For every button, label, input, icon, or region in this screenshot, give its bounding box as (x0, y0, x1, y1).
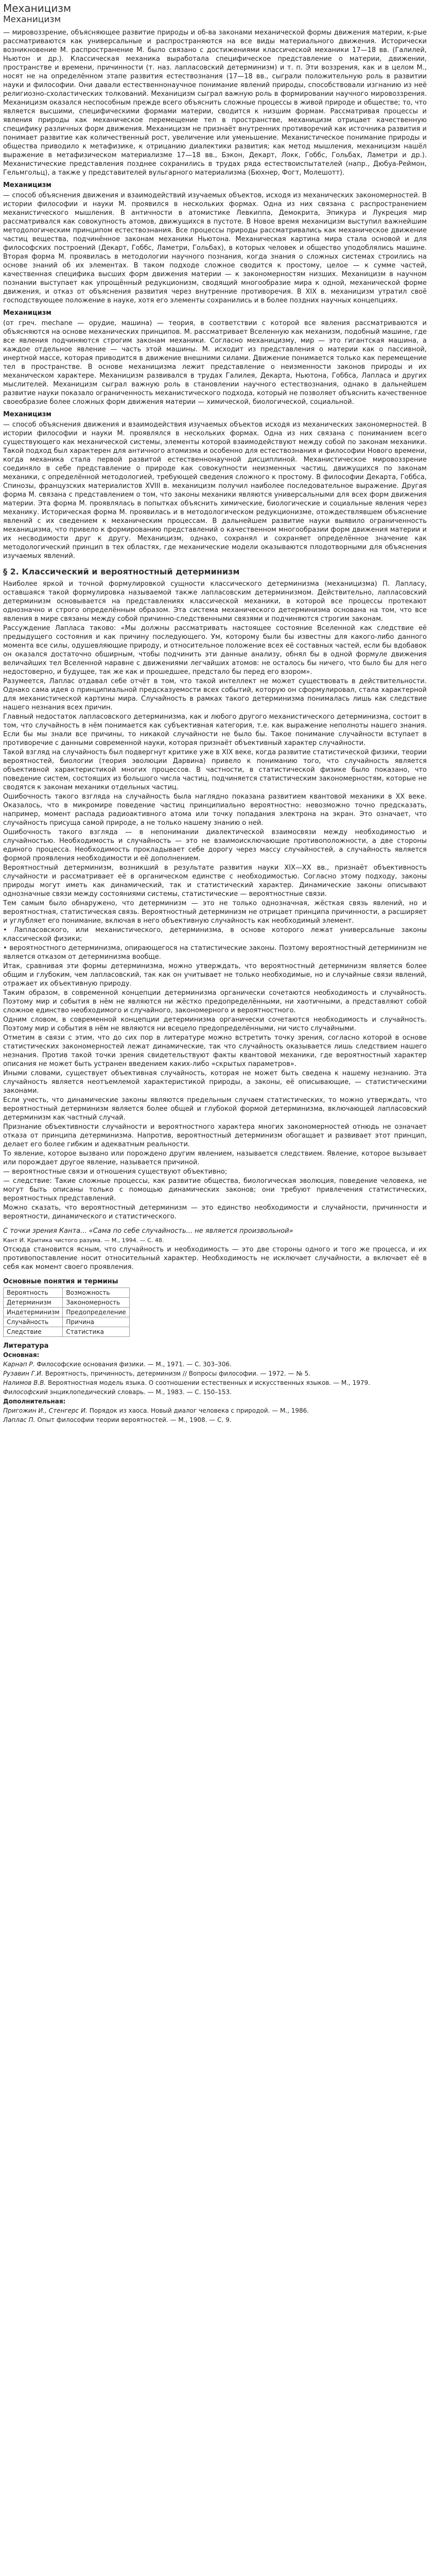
glossary-term: Детерминизм (4, 1298, 63, 1308)
literature-text: Опыт философии теории вероятностей. — М., 1908. — С. 9. (35, 1416, 232, 1423)
mech1-section (3, 191, 427, 305)
literature-item (3, 1360, 427, 1368)
paragraph: То явление, которое вызвано или порождено другим явлением, называется следствием. Явление, которое вызывает или порождает другое явление, называется причиной. (3, 1150, 427, 1166)
literature-author: Пригожин И., Стенгерс И. (3, 1407, 88, 1414)
literature-item (3, 1369, 427, 1378)
paragraph: Одним словом, в современной концепции детерминизма органически сочетаются необходимость и случайность. Поэтому мир и события в нём не являются ни всецело предопределёнными, ни чисто случайными. (3, 1016, 427, 1032)
section-2-title: § 2. Классический и вероятностный детерминизм (3, 567, 240, 577)
literature-text: Порядок из хаоса. Новый диалог человека с природой. — М., 1986. (87, 1407, 309, 1414)
paragraph: Такой взгляд на случайность был подвергнут критике уже в XIX веке, когда развитие статистической физики, теории вероятностей, биологии (теория эволюции Дарвина) привело к пониманию того, что случайность является объективной характеристикой многих процессов. В частности, в статистической физике было показано, что поведение систем, состоящих из большого числа частиц, подчиняется статистическим закономерностям, которые не сводятся к законам механики отдельных частиц. (3, 749, 427, 791)
page-subtitle: Механицизм (3, 14, 61, 25)
paragraph: Иными словами, существует объективная случайность, которая не может быть сведена к нашему незнанию. Эта случайность является неотъемлемой характеристикой природы, а законы, её описывающие, — статистическими законами. (3, 1070, 427, 1095)
glossary-term: Статистика (63, 1327, 129, 1337)
literature-text: энциклопедический словарь. — М., 1983. — С. 150–153. (47, 1388, 232, 1396)
paragraph: — способ объяснения движения и взаимодействий изучаемых объектов, исходя из механических закономерностей. В истории философии и науки М. проявился в нескольких формах. Одна из них связана с распространением механистического мышления. В античности в атомистике Левкиппа, Демокрита, Эпикура и Лукреция мир рассматривался как совокупность атомов, движущихся в пустоте. В Новое время механицизм выступил важнейшим методологическим принципом естествознания. Все процессы природы рассматривались как механическое движение частиц вещества, подчинённое законам механики Ньютона. Механическая картина мира стала основой и для философских построений (Декарт, Гоббс, Ламетри, Гольбах), в которых человек и общество уподоблялись машине. Вторая форма М. проявилась в методологии научного познания, когда знания о сложных системах строились на основе знаний об их элементах. В таком подходе сложное сводится к простому, целое — к сумме частей, качественная специфика высших форм движения материи — к закономерностям низших. Механицизм в научном познании выступает как упрощённый редукционизм, сводящий многообразие мира к одной, механической форме движения, и отказ от объяснения развития через внутренние противоречия. В XIX в. механицизм утратил своё господствующее положение в науке, хотя его элементы сохранились и в более поздних научных концепциях. (3, 192, 427, 304)
paragraph: • Лапласовского, или механистического, детерминизма, в основе которого лежат универсальные законы классической физики; (3, 926, 427, 943)
mech3-section (3, 420, 427, 561)
paragraph: — способ объяснения движения и взаимодействия изучаемых объектов исходя из механических закономерностей. В истории философии и науки М. проявлялся в нескольких формах. Одна из них связана с пониманием всего существующего как механической системы, элементы которой взаимодействуют между собой по законам механики. Такой подход был характерен для античного атомизма и особенно для естествознания и философии Нового времени, когда механика стала первой развитой естественнонаучной дисциплиной. Механистическое мировоззрение соединяло в себе представление о природе как совокупности неизменных частиц, движущихся по законам механики, с определённой методологией, требующей сведения сложного к простому. В философии Декарта, Гоббса, Спинозы, французских материалистов XVIII в. механицизм получил наиболее последовательное выражение. Другая форма М. связана с представлением о том, что законы механики являются универсальными для всех форм движения материи. Эта форма М. проявлялась в попытках объяснить химические, биологические и социальные явления через механику. Историческая форма М. проявилась и в методологическом редукционизме, отождествлявшем объяснение явлений с их сведением к механическим процессам. В дальнейшем развитие науки выявило ограниченность механицизма, что привело к формированию представлений о качественном многообразии форм движения материи и их несводимости друг к другу. Механицизм, однако, сохранял и сохраняет определённое значение как методологический принцип в тех областях, где механические модели оказываются плодотворными для объяснения изучаемых явлений. (3, 421, 427, 560)
closing-paragraph: Отсюда становится ясным, что случайность и необходимость — это две стороны одного и того же процесса, и их противопоставление носит относительный характер. Необходимость не исключает случайности, а включает её в себя как момент своего проявления. (3, 1246, 427, 1271)
paragraph: Таким образом, в современной концепции детерминизма органически сочетаются необходимость и случайность. Поэтому мир и события в нём не являются ни жёстко предопределёнными, ни хаотичными, а представляют собой сложное единство необходимого и случайного, закономерного и вероятностного. (3, 989, 427, 1014)
glossary-title: Основные понятия и термины (3, 1278, 118, 1285)
paragraph: Вероятностный детерминизм, возникший в результате развития науки XIX—XX вв., признаёт объективность случайности и рассматривает её в органическом единстве с необходимостью. Согласно этому подходу, законы природы могут иметь как динамический, так и статистический характер. Динамические законы описывают однозначные связи между состояниями системы, статистические — вероятностные связи. (3, 864, 427, 898)
lit-extra-list (3, 1406, 427, 1424)
glossary-row (4, 1288, 130, 1298)
glossary-term: Предопределение (63, 1308, 129, 1317)
kant-quote-source: Кант И. Критика чистого разума. — М., 1994. — С. 48. (3, 1237, 164, 1244)
paragraph: Ошибочность такого взгляда на случайность была наглядно показана развитием квантовой механики в XX веке. Оказалось, что в микромире поведение частиц принципиально вероятностно: невозможно точно предсказать, например, момент распада радиоактивного атома или точку попадания электрона на экран. Это означает, что случайность присуща самой природе, а не только нашему знанию о ней. (3, 793, 427, 827)
literature-text: Вероятность, причинность, детерминизм // Вопросы философии. — 1972. — № 5. (43, 1370, 311, 1377)
glossary-term: Следствие (4, 1327, 63, 1337)
literature-author: Карнап Р. (3, 1361, 35, 1368)
literature-author: Философский (3, 1388, 48, 1396)
glossary-row (4, 1308, 130, 1317)
glossary-row (4, 1317, 130, 1327)
literature-item (3, 1416, 427, 1424)
glossary-term: Случайность (4, 1317, 63, 1327)
paragraph: Итак, сравнивая эти формы детерминизма, можно утверждать, что вероятностный детерминизм является более общим и глубоким, чем лапласовский, так как он учитывает не только необходимые, но и случайные связи явлений, отражает их объективную природу. (3, 962, 427, 988)
glossary-row (4, 1327, 130, 1337)
glossary-table (3, 1287, 130, 1337)
paragraph: — вероятностные связи и отношения существуют объективно; (3, 1168, 228, 1176)
paragraph: Признание объективности случайности и вероятностного характера многих закономерностей отнюдь не означает отказа от принципа детерминизма. Напротив, вероятностный детерминизм обогащает и развивает этот принцип, делает его более гибким и адекватным реальности. (3, 1123, 427, 1148)
lit-main-label: Основная: (3, 1351, 40, 1359)
paragraph: Ошибочность такого взгляда — в непонимании диалектической взаимосвязи между необходимостью и случайностью. Необходимость и случайность — это не взаимоисключающие противоположности, а две стороны единого процесса. Необходимость прокладывает себе дорогу через массу случайностей, а случайность является формой проявления необходимости и её дополнением. (3, 828, 427, 862)
glossary-term: Индетерминизм (4, 1308, 63, 1317)
glossary-row (4, 1298, 130, 1308)
paragraph: Главный недостаток лапласовского детерминизма, как и любого другого механистического детерминизма, состоит в том, что случайность в нём понимается как субъективная категория, т.е. как выражение неполноты нашего знания. Если бы мы знали все причины, то никакой случайности не было бы. Такое понимание случайности вступает в противоречие с данными современной науки, которая признаёт объективный характер случайности. (3, 713, 427, 747)
subhead-mech2: Механицизм (3, 309, 51, 317)
section-2-body (3, 580, 427, 1221)
paragraph: (от греч. mechane — орудие, машина) — теория, в соответствии с которой все явления рассматриваются и объясняются на основе механических принципов. М. рассматривает Вселенную как механизм, подобный машине, где все явления подчиняются строгим законам механики. Согласно механицизму, мир — это гигантская машина, а каждое отдельное явление — часть этой машины. М. исходит из представления о материи как о пассивной, инертной массе, которая приводится в движение внешними силами. Движение понимается только как перемещение тел в пространстве. В основе механицизма лежит представление о неизменности законов природы и их механическом характере. Механицизм развивался в трудах Галилея, Декарта, Ньютона, Гоббса, Лапласа и других мыслителей. Механицизм сыграл важную роль в становлении научного естествознания, однако в дальнейшем развитие науки показало ограниченность механистического подхода, который не позволяет объяснить качественное своеобразие более сложных форм движения материи — химической, биологической, социальной. (3, 319, 427, 406)
paragraph: • вероятностного детерминизма, опирающегося на статистические законы. Поэтому вероятностный детерминизм не является отказом от детерминизма вообще. (3, 944, 427, 961)
paragraph: Можно сказать, что вероятностный детерминизм — это единство необходимости и случайности, причинности и вероятности, динамического и статистического. (3, 1204, 427, 1221)
literature-item (3, 1379, 427, 1387)
glossary-term: Вероятность (4, 1288, 63, 1298)
paragraph: Отметим в связи с этим, что до сих пор в литературе можно встретить точку зрения, согласно которой в основе статистических закономерностей лежат динамические, так что случайность оказывается лишь следствием нашего незнания. Против такой точки зрения свидетельствуют факты квантовой механики, где вероятностный характер описания не может быть устранен введением каких-либо «скрытых параметров». (3, 1034, 427, 1068)
paragraph: Рассуждение Лапласа таково: «Мы должны рассматривать настоящее состояние Вселенной как следствие её предыдущего состояния и как причину последующего. Ум, которому были бы известны для какого-либо данного момента все силы, одушевляющие природу, и относительное положение всех её составных частей, если бы вдобавок он оказался достаточно обширным, чтобы подчинить эти данные анализу, обнял бы в одной формуле движения величайших тел Вселенной наравне с движениями легчайших атомов: не осталось бы ничего, что было бы для него недостоверно, и будущее, так же как и прошедшее, предстало бы перед его взором». (3, 624, 427, 676)
page-title: Механицизм (3, 2, 72, 14)
literature-author: Рузавин Г.И. (3, 1370, 43, 1377)
paragraph: Наиболее яркой и точной формулировкой сущности классического детерминизма (механицизма) П. Лапласу, оставшаяся такой формулировка называемой также лапласовским детерминизмом. Действительно, лапласовский детерминизм основывается на представлениях классической механики, в которой все процессы протекают однозначно и строго определённым образом. Эта система механического детерминизма основана на том, что все явления в мире связаны между собой причинно-следственными связями и подчиняются строгим законам. (3, 580, 427, 623)
paragraph: — следствие: Такие сложные процессы, как развитие общества, биологическая эволюция, поведение человека, не могут быть описаны только с помощью динамических законов; они требуют привлечения статистических, вероятностных представлений. (3, 1177, 427, 1202)
literature-item (3, 1388, 427, 1396)
subhead-mech1: Механицизм (3, 181, 51, 189)
literature-text: Вероятностная модель языка. О соотношении естественных и искусственных языков. — М., 1979. (46, 1379, 371, 1386)
literature-author: Лаплас П. (3, 1416, 36, 1423)
paragraph: — мировоззрение, объясняющее развитие природы и об-ва законами механической формы движения материи, к-рые рассматриваются как универсальные и распространяются на все виды материального движения. Исторически возникновение М. распространение М. было связано с достижениями классической механики 17—18 вв. (Галилей, Ньютон и др.). Классическая механика выработала специфическое представление о материи, движении, пространстве и времени, причинности (т. наз. лапласовский детерминизм) и т. п. Эти воззрения, как и в целом М., носят не на определённом этапе развития естествознания (17—18 вв., сыграли положительную роль в развитии науки и философии. Они давали естественнонаучное понимание явлений природы, способствовали изгнанию из неё религиозно-схоластических толкований. Механицизм сыграл важную роль в формировании научного мировоззрения. Механицизм оказался неспособным прежде всего объяснить сложные процессы в живой природе и обществе; то, что является высшими, специфическими формами материи, сводится к низшим формам. Рассматривая процессы и явления природы как механическое перемещение тел в пространстве, механицизм отрицает качественную специфику различных форм движения. Механицизм не признаёт внутренних противоречий как источника развития и понимает развитие как количественный рост, увеличение или уменьшение. Механистическое понимание природы и общества приводило к метафизике, к отрицанию диалектики развития; как метод мышления, механицизм нашёл выражение в метафизическом материализме 17—18 вв., Бэкон, Декарт, Локк, Гоббс, Гольбах, Ламетри и др.). Механистические представления позднее сохранились в трудах ряда естествоиспытателей (напр., Дюбуа-Реймон, Гельмгольц), а также у представителей вульгарного материализма (Бюхнер, Фогт, Молешотт). (3, 29, 427, 177)
kant-quote: С точки зрения Канта... «Сама по себе случайность... не является произвольной» (3, 1227, 293, 1235)
subhead-mech3: Механицизм (3, 411, 51, 418)
mech2-section (3, 319, 427, 406)
glossary-term: Закономерность (63, 1298, 129, 1308)
glossary-term: Причина (63, 1317, 129, 1327)
glossary-term: Возможность (63, 1288, 129, 1298)
literature-text: Философские основания физики. — М., 1971. — С. 303–306. (34, 1361, 232, 1368)
intro-section (3, 28, 427, 177)
lit-extra-label: Дополнительная: (3, 1398, 66, 1405)
paragraph: Если учесть, что динамические законы являются предельным случаем статистических, то можно утверждать, что вероятностный детерминизм является более общей и глубокой формой детерминизма, включающей лапласовский детерминизм как частный случай. (3, 1096, 427, 1122)
lit-main-list (3, 1360, 427, 1396)
literature-author: Налимов В.В. (3, 1379, 46, 1386)
paragraph: Тем самым было обнаружено, что детерминизм — это не только однозначная, жёсткая связь явлений, но и вероятностная, статистическая связь. Вероятностный детерминизм не отрицает принципа причинности, а расширяет и углубляет его понимание, включая в него объективную случайность как необходимый элемент. (3, 900, 427, 925)
paragraph: Разумеется, Лаплас отдавал себе отчёт в том, что такой интеллект не может существовать в действительности. Однако сама идея о принципиальной предсказуемости всех событий, которую он сформулировал, стала характерной для механистической картины мира. Случайность в рамках такого детерминизма понималась лишь как следствие нашего незнания всех причин. (3, 677, 427, 711)
literature-item (3, 1406, 427, 1415)
literature-title: Литература (3, 1342, 49, 1350)
